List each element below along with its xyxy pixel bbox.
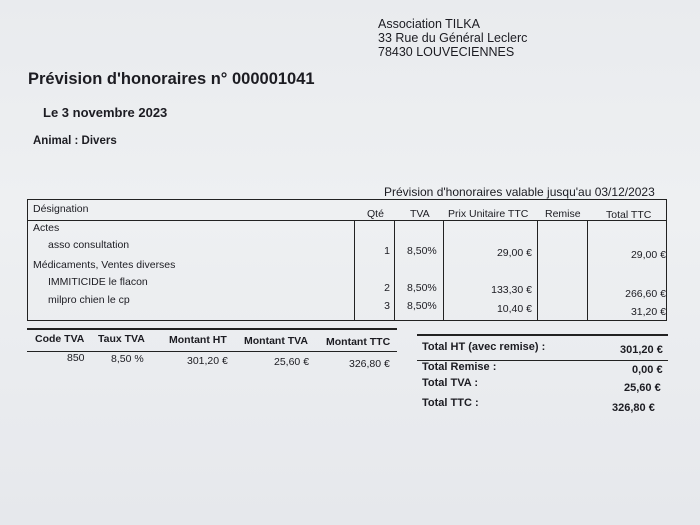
column-divider xyxy=(394,220,395,320)
line-items-table xyxy=(27,199,667,321)
column-divider xyxy=(537,220,538,320)
item-unit-price: 29,00 € xyxy=(496,247,532,259)
tva-code-value: 850 xyxy=(67,352,85,364)
item-tva: 8,50% xyxy=(407,282,437,294)
item-total: 29,00 € xyxy=(630,249,666,261)
item-unit-price: 10,40 € xyxy=(496,303,532,315)
total-tva-value: 25,60 € xyxy=(624,382,661,394)
column-divider xyxy=(354,220,355,320)
tva-header-ht: Montant HT xyxy=(169,334,227,346)
section-label-medicaments: Médicaments, Ventes diverses xyxy=(33,259,176,271)
total-ttc-label: Total TTC : xyxy=(422,397,479,409)
item-total: 266,60 € xyxy=(625,288,666,300)
total-ht-label: Total HT (avec remise) : xyxy=(422,341,546,353)
header-qty: Qté xyxy=(367,208,384,220)
total-remise-value: 0,00 € xyxy=(632,364,663,376)
total-ht-value: 301,20 € xyxy=(620,344,663,356)
tva-table-top-rule xyxy=(27,328,397,330)
totals-top-rule xyxy=(417,334,668,336)
item-unit-price: 133,30 € xyxy=(491,284,532,296)
tva-rate-value: 8,50 % xyxy=(111,353,144,365)
item-label: asso consultation xyxy=(48,239,130,251)
document-date: Le 3 novembre 2023 xyxy=(43,105,168,120)
header-unit-price: Prix Unitaire TTC xyxy=(448,208,529,220)
total-remise-label: Total Remise : xyxy=(422,361,497,373)
table-header-divider xyxy=(28,220,666,221)
association-city: 78430 LOUVECIENNES xyxy=(378,45,515,59)
item-label: IMMITICIDE le flacon xyxy=(48,276,148,288)
total-ttc-value: 326,80 € xyxy=(612,402,655,414)
document-title: Prévision d'honoraires n° 000001041 xyxy=(28,70,315,88)
item-tva: 8,50% xyxy=(407,245,437,257)
association-street: 33 Rue du Général Leclerc xyxy=(378,31,528,45)
section-label-actes: Actes xyxy=(33,222,60,234)
total-tva-label: Total TVA : xyxy=(422,377,479,389)
item-qty: 3 xyxy=(384,300,390,312)
tva-header-ttc: Montant TTC xyxy=(326,336,391,348)
tva-header-code: Code TVA xyxy=(35,333,85,345)
animal-line: Animal : Divers xyxy=(33,135,117,147)
tva-header-tva: Montant TVA xyxy=(244,335,308,347)
item-total: 31,20 € xyxy=(630,306,666,318)
column-divider xyxy=(443,220,444,320)
item-label: milpro chien le cp xyxy=(48,294,130,306)
tva-header-rate: Taux TVA xyxy=(98,333,145,345)
header-discount: Remise xyxy=(545,208,581,220)
tva-ttc-value: 326,80 € xyxy=(349,358,390,370)
association-address xyxy=(378,17,527,59)
item-tva: 8,50% xyxy=(407,300,437,312)
item-qty: 2 xyxy=(384,282,390,294)
header-tva: TVA xyxy=(410,208,430,220)
validity-line: Prévision d'honoraires valable jusqu'au 03/12/2023 xyxy=(384,185,655,199)
tva-ht-value: 301,20 € xyxy=(187,355,228,367)
header-total: Total TTC xyxy=(606,209,652,221)
association-name: Association TILKA xyxy=(378,17,480,31)
column-divider xyxy=(587,220,588,320)
tva-tva-value: 25,60 € xyxy=(274,356,310,368)
item-qty: 1 xyxy=(384,245,390,257)
header-designation: Désignation xyxy=(33,203,89,215)
